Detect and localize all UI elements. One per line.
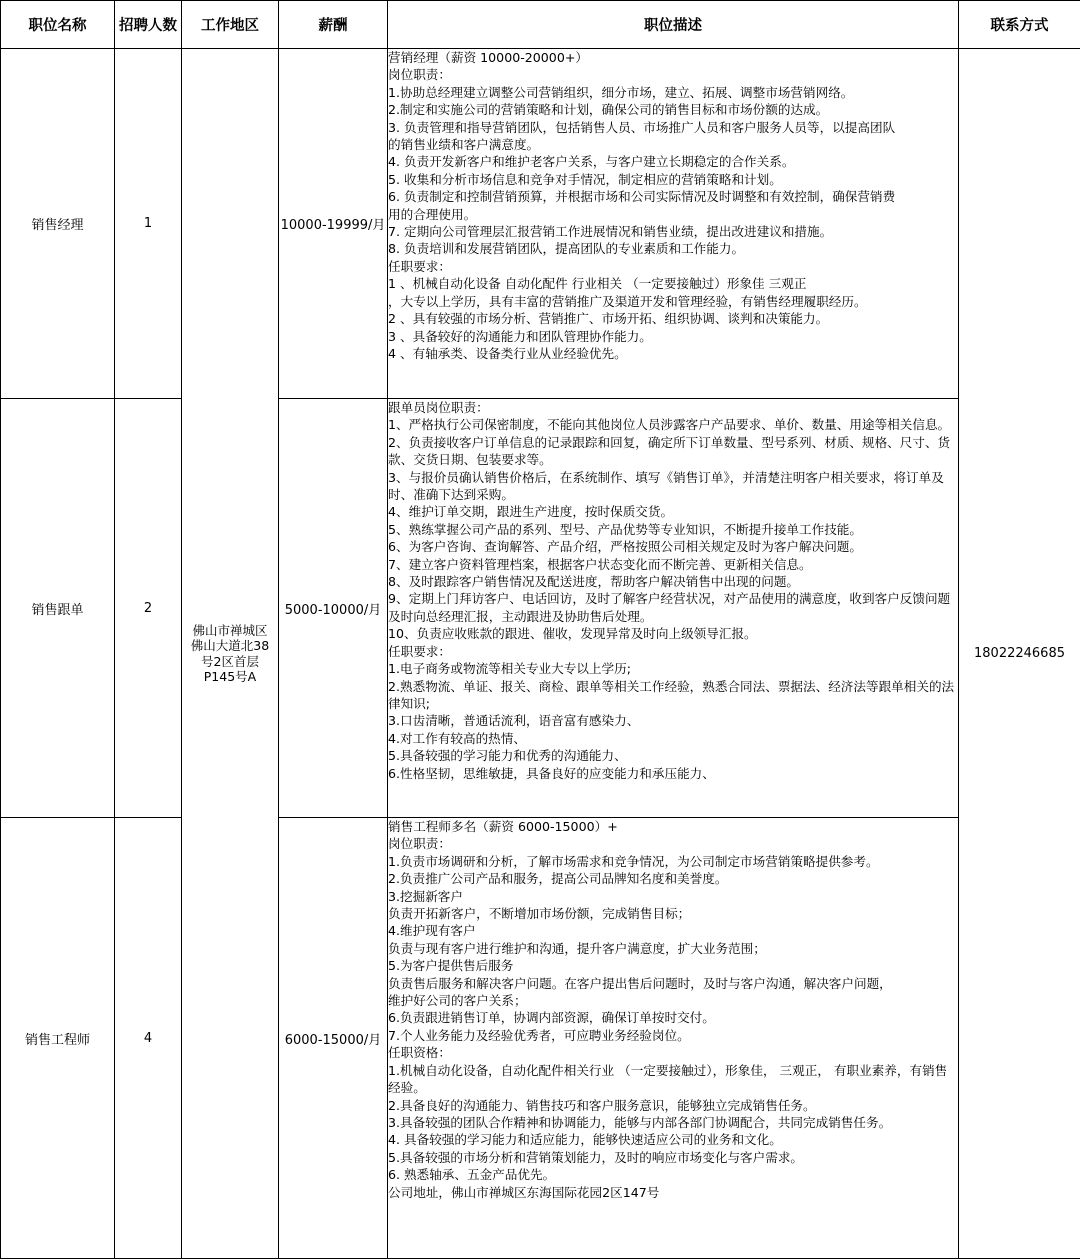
description-line: 3.具备较强的团队合作精神和协调能力，能够与内部各部门协调配合，共同完成销售任务。	[388, 1114, 958, 1131]
job-salary: 10000-19999/月	[279, 49, 388, 399]
description-line: 7.个人业务能力及经验优秀者，可应聘业务经验岗位。	[388, 1027, 958, 1044]
header-count: 招聘人数	[115, 1, 182, 49]
header-description: 职位描述	[388, 1, 959, 49]
description-line: 8. 负责培训和发展营销团队，提高团队的专业素质和工作能力。	[388, 240, 958, 257]
description-line: 的销售业绩和客户满意度。	[388, 136, 958, 153]
description-line: 2.负责推广公司产品和服务，提高公司品牌知名度和美誉度。	[388, 870, 958, 887]
description-line: 2.具备良好的沟通能力、销售技巧和客户服务意识，能够独立完成销售任务。	[388, 1097, 958, 1114]
description-line: 4.维护现有客户	[388, 922, 958, 939]
job-description	[388, 399, 959, 818]
description-line: 6. 熟悉轴承、五金产品优先。	[388, 1166, 958, 1183]
job-salary: 5000-10000/月	[279, 399, 388, 818]
description-line: 7. 定期向公司管理层汇报营销工作进展情况和销售业绩，提出改进建议和措施。	[388, 223, 958, 240]
description-line: 1.电子商务或物流等相关专业大专以上学历;	[388, 660, 958, 677]
location-line: 号2区首层	[182, 654, 278, 670]
table-row	[1, 818, 1080, 1259]
description-line: 负责与现有客户进行维护和沟通，提升客户满意度，扩大业务范围；	[388, 940, 958, 957]
description-line: 1.机械自动化设备，自动化配件相关行业 （一定要接触过），形象佳， 三观正， 有职业素养，有销售经验。	[388, 1062, 958, 1097]
job-salary: 6000-15000/月	[279, 818, 388, 1259]
description-line: 4 、有轴承类、设备类行业从业经验优先。	[388, 345, 958, 362]
header-contact: 联系方式	[959, 1, 1080, 49]
description-line: 1.负责市场调研和分析，了解市场需求和竞争情况，为公司制定市场营销策略提供参考。	[388, 853, 958, 870]
description-line: 任职资格：	[388, 1044, 958, 1061]
table-row	[1, 399, 1080, 818]
job-title: 销售经理	[1, 49, 115, 399]
description-line: ，大专以上学历，具有丰富的营销推广及渠道开发和管理经验，有销售经理履职经历。	[388, 293, 958, 310]
location-line: 佛山市禅城区	[182, 623, 278, 639]
description-line: 6. 负责制定和控制营销预算，并根据市场和公司实际情况及时调整和有效控制，确保营销费	[388, 188, 958, 205]
description-line: 6.负责跟进销售订单，协调内部资源，确保订单按时交付。	[388, 1009, 958, 1026]
description-line: 8、及时跟踪客户销售情况及配送进度，帮助客户解决销售中出现的问题。	[388, 573, 958, 590]
description-line: 6.性格坚韧，思维敏捷，具备良好的应变能力和承压能力、	[388, 765, 958, 782]
description-line: 销售工程师多名（薪资 6000-15000）+	[388, 818, 958, 835]
contact-phone: 18022246685	[959, 49, 1080, 1259]
description-line: 4.对工作有较高的热情、	[388, 730, 958, 747]
job-count: 2	[115, 399, 182, 818]
description-line: 跟单员岗位职责：	[388, 399, 958, 416]
job-count: 1	[115, 49, 182, 399]
header-area: 工作地区	[182, 1, 279, 49]
description-line: 4. 具备较强的学习能力和适应能力，能够快速适应公司的业务和文化。	[388, 1131, 958, 1148]
work-location	[182, 49, 279, 1259]
description-line: 2.制定和实施公司的营销策略和计划，确保公司的销售目标和市场份额的达成。	[388, 101, 958, 118]
description-line: 5. 收集和分析市场信息和竞争对手情况，制定相应的营销策略和计划。	[388, 171, 958, 188]
job-description	[388, 818, 959, 1259]
description-line: 任职要求：	[388, 258, 958, 275]
description-line: 2 、具有较强的市场分析、营销推广、市场开拓、组织协调、谈判和决策能力。	[388, 310, 958, 327]
job-title: 销售工程师	[1, 818, 115, 1259]
description-line: 10、负责应收账款的跟进、催收，发现异常及时向上级领导汇报。	[388, 625, 958, 642]
description-line: 负责开拓新客户，不断增加市场份额，完成销售目标；	[388, 905, 958, 922]
job-count: 4	[115, 818, 182, 1259]
location-line: P145号A	[182, 669, 278, 685]
description-line: 5.为客户提供售后服务	[388, 957, 958, 974]
description-line: 任职要求：	[388, 643, 958, 660]
description-line: 3、与报价员确认销售价格后，在系统制作、填写《销售订单》，并清楚注明客户相关要求，将订单及时、准确下达到采购。	[388, 469, 958, 504]
description-line: 6、为客户咨询、查询解答、产品介绍，严格按照公司相关规定及时为客户解决问题。	[388, 538, 958, 555]
description-line: 2、负责接收客户订单信息的记录跟踪和回复，确定所下订单数量、型号系列、材质、规格、尺寸、货款、交货日期、包装要求等。	[388, 434, 958, 469]
description-line: 公司地址，佛山市禅城区东海国际花园2区147号	[388, 1184, 958, 1201]
description-line: 5.具备较强的学习能力和优秀的沟通能力、	[388, 747, 958, 764]
job-description	[388, 49, 959, 399]
description-line: 3.挖掘新客户	[388, 888, 958, 905]
header-position: 职位名称	[1, 1, 115, 49]
header-salary: 薪酬	[279, 1, 388, 49]
description-line: 营销经理（薪资 10000-20000+）	[388, 49, 958, 66]
description-line: 4. 负责开发新客户和维护老客户关系，与客户建立长期稳定的合作关系。	[388, 153, 958, 170]
description-line: 3 、具备较好的沟通能力和团队管理协作能力。	[388, 328, 958, 345]
description-line: 负责售后服务和解决客户问题。在客户提出售后问题时，及时与客户沟通，解决客户问题，	[388, 975, 958, 992]
location-line: 佛山大道北38	[182, 638, 278, 654]
description-line: 用的合理使用。	[388, 206, 958, 223]
table-row	[1, 49, 1080, 399]
description-line: 1、严格执行公司保密制度，不能向其他岗位人员涉露客户产品要求、单价、数量、用途等相关信息。	[388, 416, 958, 433]
description-line: 1.协助总经理建立调整公司营销组织，细分市场，建立、拓展、调整市场营销网络。	[388, 84, 958, 101]
job-title: 销售跟单	[1, 399, 115, 818]
description-line: 岗位职责：	[388, 835, 958, 852]
description-line: 1 、机械自动化设备 自动化配件 行业相关 （一定要接触过）形象佳 三观正	[388, 275, 958, 292]
description-line: 岗位职责：	[388, 66, 958, 83]
description-line: 3. 负责管理和指导营销团队，包括销售人员、市场推广人员和客户服务人员等，以提高团队	[388, 119, 958, 136]
description-line: 3.口齿清晰，普通话流利，语音富有感染力、	[388, 712, 958, 729]
description-line: 5.具备较强的市场分析和营销策划能力，及时的响应市场变化与客户需求。	[388, 1149, 958, 1166]
header-row	[1, 1, 1080, 49]
description-line: 7、建立客户资料管理档案，根据客户状态变化而不断完善、更新相关信息。	[388, 556, 958, 573]
description-line: 9、定期上门拜访客户、电话回访，及时了解客户经营状况，对产品使用的满意度，收到客户反馈问题及时向总经理汇报，主动跟进及协助售后处理。	[388, 590, 958, 625]
description-line: 4、维护订单交期，跟进生产进度，按时保质交货。	[388, 503, 958, 520]
description-line: 5、熟练掌握公司产品的系列、型号、产品优势等专业知识，不断提升接单工作技能。	[388, 521, 958, 538]
description-line: 维护好公司的客户关系；	[388, 992, 958, 1009]
description-line: 2.熟悉物流、单证、报关、商检、跟单等相关工作经验，熟悉合同法、票据法、经济法等跟单相关的法律知识;	[388, 678, 958, 713]
